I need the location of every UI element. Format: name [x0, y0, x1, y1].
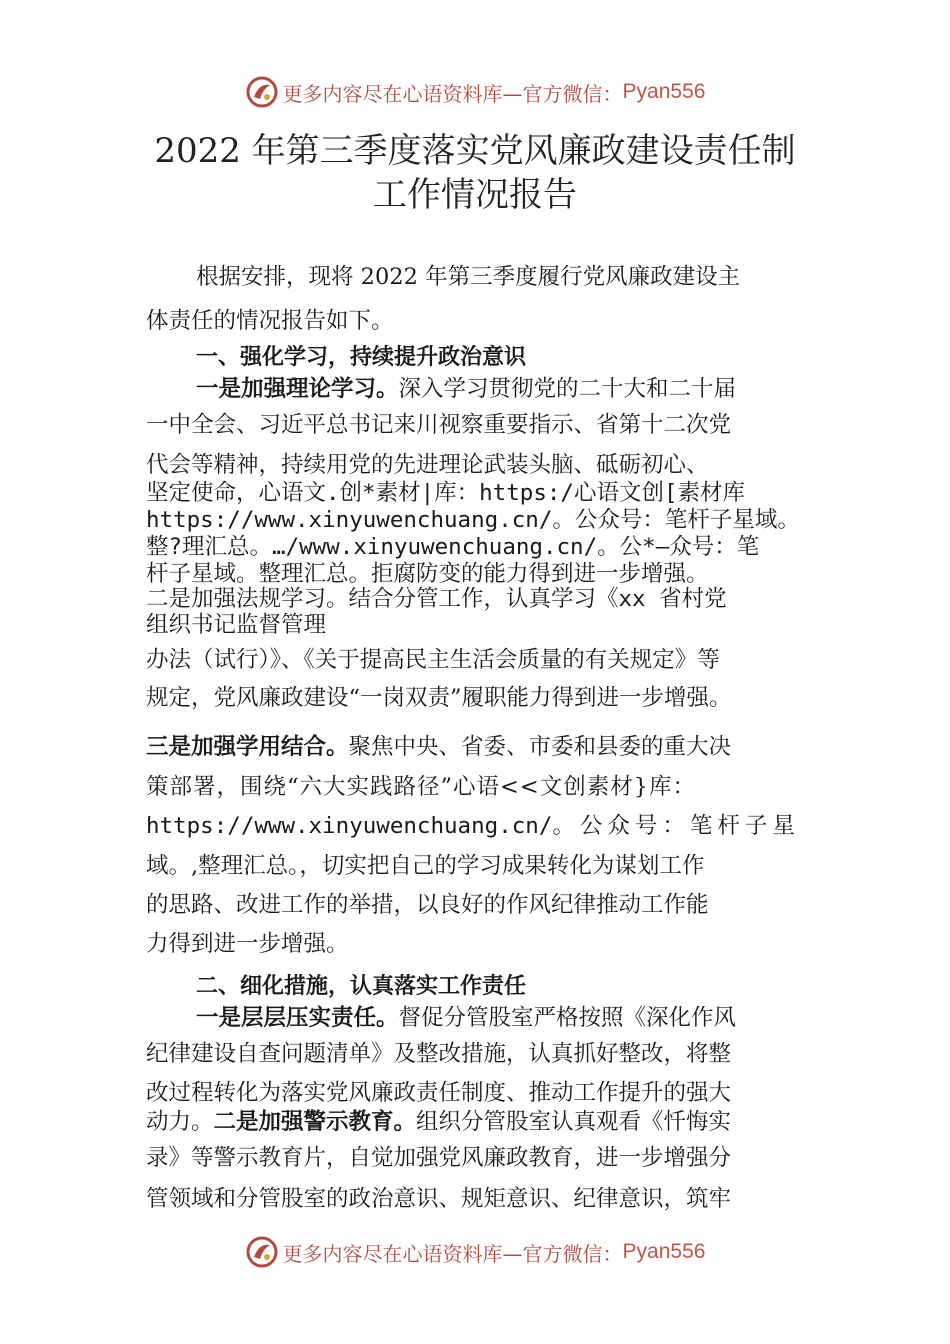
header-banner	[0, 72, 950, 112]
logo-icon	[245, 1235, 279, 1269]
para-text: 聚焦中央、省委、市委和县委的重大决	[348, 734, 732, 760]
para-text: 。公众号：笔杆子星	[552, 813, 800, 839]
para-line: 改过程转化为落实党风廉政责任制度、推动工作提升的强大	[146, 1080, 732, 1106]
para-line: 规定，党风廉政建设“一岗双责”履职能力得到进一步增强。	[146, 685, 732, 711]
para-url: https://www.xinyuwenchuang.cn/	[146, 813, 553, 839]
para-line: 域。,整理汇总。，切实把自己的学习成果转化为谋划工作	[146, 853, 705, 879]
para-lead: 一是层层压实责任。	[196, 1005, 399, 1031]
para-line	[196, 374, 736, 404]
para-line: 的思路、改进工作的举措，以良好的作风纪律推动工作能	[146, 892, 709, 918]
para-line: 组织书记监督管理	[146, 612, 327, 638]
section-heading: 二、细化措施，认真落实工作责任	[196, 974, 527, 999]
para-line: 管领域和分管股室的政治意识、规矩意识、纪律意识，筑牢	[146, 1186, 732, 1212]
para-lead: 二是加强警示教育。	[213, 1109, 417, 1135]
para-text: 深入学习贯彻党的二十大和二十届	[398, 376, 737, 402]
para-text: 组织分管股室认真观看《忏悔实	[416, 1109, 732, 1135]
para-line: 策部署，围绕“六大实践路径”心语<<文创素材}库：	[146, 774, 697, 800]
para-line: 力得到进一步增强。	[146, 931, 349, 957]
para-line: 录》等警示教育片，自觉加强党风廉政教育，进一步增强分	[146, 1145, 732, 1171]
para-line	[146, 732, 731, 762]
section-heading: 一、强化学习，持续提升政治意识	[196, 345, 527, 370]
para-line: 二是加强法规学习。结合分管工作，认真学习《xx 省村党	[146, 586, 727, 612]
para-line	[146, 1107, 731, 1137]
banner-wechat-id: Pyan556	[622, 1240, 706, 1263]
para-lead: 一是加强理论学习。	[196, 376, 399, 402]
para-line: 整?理汇总。…/www.xinyuwenchuang.cn/。公*—众号：笔	[146, 534, 760, 560]
para-line: 根据安排，现将 2022 年第三季度履行党风廉政建设主	[196, 264, 741, 290]
para-lead: 三是加强学用结合。	[146, 734, 349, 760]
para-text: 动力。	[146, 1109, 214, 1135]
para-line: 体责任的情况报告如下。	[146, 308, 394, 334]
footer-banner	[0, 1232, 950, 1272]
para-line: 纪律建设自查问题清单》及整改措施，认真抓好整改，将整	[146, 1041, 732, 1067]
para-line	[146, 811, 800, 841]
para-line: 办法（试行）》、《关于提高民主生活会质量的有关规定》等	[146, 647, 720, 673]
para-text: 督促分管股室严格按照《深化作风	[398, 1005, 737, 1031]
para-line: https://www.xinyuwenchuang.cn/。公众号：笔杆子星域。	[146, 507, 800, 533]
para-line	[196, 1003, 736, 1033]
para-line: 代会等精神，持续用党的先进理论武装头脑、砥砺初心、	[146, 452, 709, 478]
para-line: 杆子星域。整理汇总。拒腐防变的能力得到进一步增强。	[146, 561, 709, 587]
banner-text: 更多内容尽在心语资料库—官方微信：	[282, 81, 623, 106]
para-line: 坚定使命，心语文.创*素材|库：https:/心语文创[素材库	[146, 480, 746, 506]
banner-text: 更多内容尽在心语资料库—官方微信：	[282, 1241, 623, 1266]
banner-wechat-id: Pyan556	[622, 80, 706, 103]
logo-icon	[245, 75, 279, 109]
para-line: 一中全会、习近平总书记来川视察重要指示、省第十二次党	[146, 412, 732, 438]
doc-title-line2: 工作情况报告	[373, 175, 577, 215]
doc-title-line1: 2022 年第三季度落实党风廉政建设责任制	[154, 131, 796, 171]
